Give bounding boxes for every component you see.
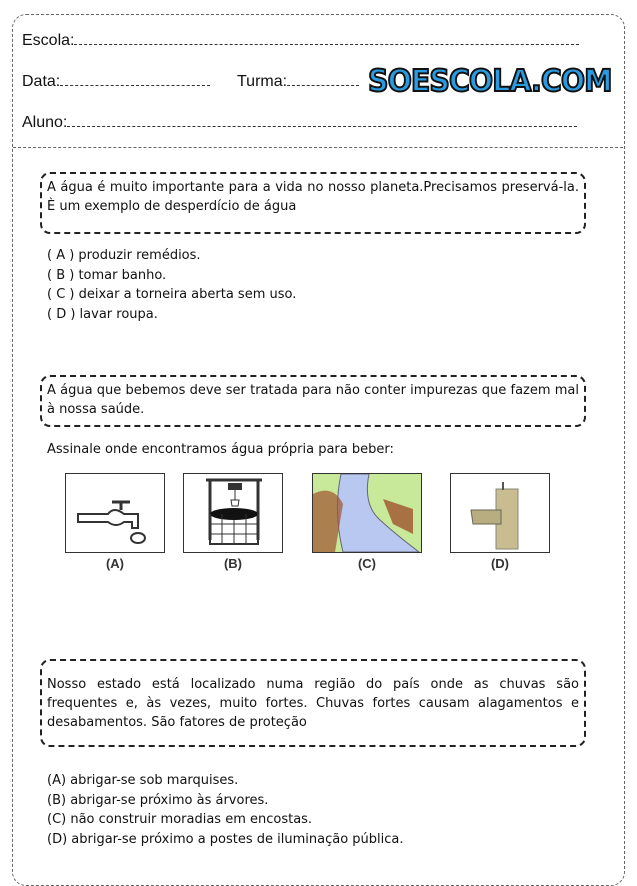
question-3-options bbox=[47, 771, 404, 849]
drinking-fountain-icon[interactable] bbox=[450, 473, 550, 553]
option-a[interactable]: (A) abrigar-se sob marquises. bbox=[47, 773, 239, 788]
question-2-box: A água que bebemos deve ser tratada para não conter impurezas que fazem mal à nossa saúde. bbox=[40, 375, 586, 427]
student-label: Aluno: bbox=[22, 114, 68, 131]
image-label-a: (A) bbox=[105, 556, 125, 571]
question-2-instruction: Assinale onde encontramos água própria para beber: bbox=[47, 442, 394, 457]
option-b[interactable]: ( B ) tomar banho. bbox=[47, 267, 167, 283]
class-label: Turma: bbox=[237, 73, 288, 90]
image-label-c: (C) bbox=[357, 556, 377, 571]
option-c[interactable]: (C) não construir moradias em encostas. bbox=[47, 812, 313, 827]
school-field[interactable] bbox=[22, 32, 579, 50]
well-icon[interactable] bbox=[183, 473, 283, 553]
option-c[interactable]: ( C ) deixar a torneira aberta sem uso. bbox=[47, 287, 297, 302]
date-field[interactable] bbox=[22, 73, 210, 91]
river-icon[interactable] bbox=[312, 473, 422, 553]
faucet-icon[interactable] bbox=[65, 473, 165, 553]
header-divider bbox=[13, 147, 623, 148]
class-field[interactable] bbox=[237, 73, 359, 91]
option-d[interactable]: (D) abrigar-se próximo a postes de iluminação pública. bbox=[47, 831, 404, 847]
option-d[interactable]: ( D ) lavar roupa. bbox=[47, 306, 158, 322]
option-b[interactable]: (B) abrigar-se próximo às árvores. bbox=[47, 792, 269, 808]
student-field[interactable] bbox=[22, 114, 577, 132]
option-a[interactable]: ( A ) produzir remédios. bbox=[47, 248, 201, 263]
question-1-box: A água é muito importante para a vida no nosso planeta.Precisamos preservá-la. È um exemplo de desperdício de água bbox=[40, 172, 586, 234]
image-label-d: (D) bbox=[490, 556, 510, 571]
question-1-options bbox=[47, 246, 296, 324]
image-label-b: (B) bbox=[223, 556, 243, 571]
date-label: Data: bbox=[22, 73, 61, 90]
soescola-logo: SOESCOLA.COM bbox=[368, 64, 612, 99]
question-3-box: Nosso estado está localizado numa região do país onde as chuvas são frequentes e, às vezes, muito fortes. Chuvas fortes causam alagamentos e desabamentos. São fatores de proteção bbox=[40, 659, 586, 747]
school-label: Escola: bbox=[22, 32, 75, 49]
